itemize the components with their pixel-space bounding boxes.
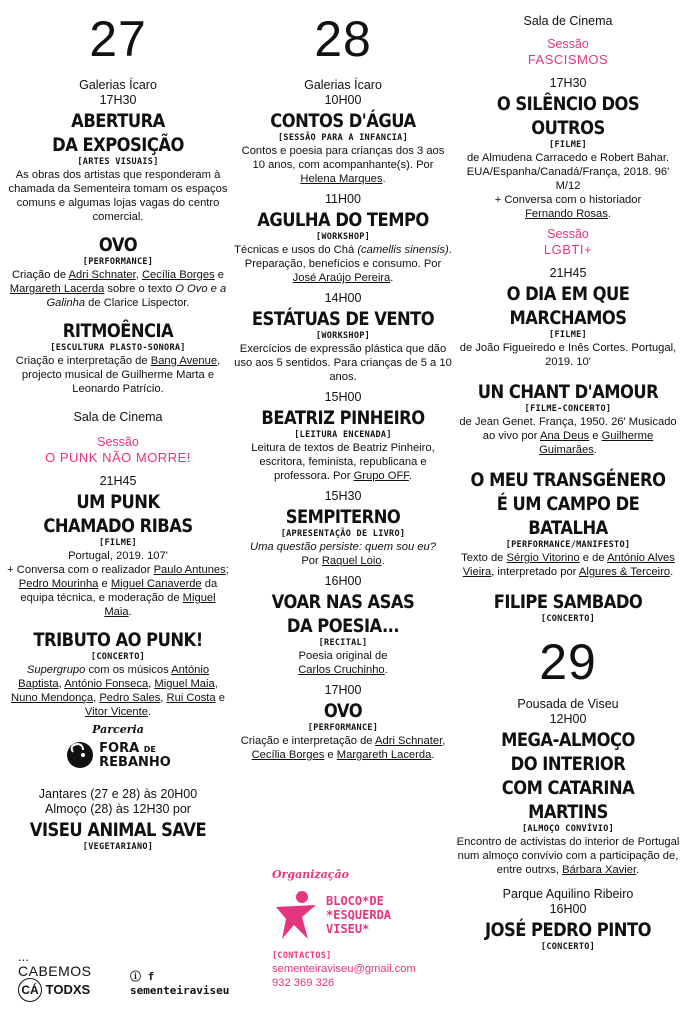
event-description: Criação de Adri Schnater, Cecília Borges e Margareth Lacerda sobre o texto O Ovo e a Galinha de Clarice Lispector.	[9, 269, 227, 309]
person-link[interactable]: Paulo Antunes	[153, 564, 226, 576]
event-title: ABERTURA DA EXPOSIÇÃO	[52, 110, 184, 156]
venue-label: Sala de Cinema	[73, 410, 163, 424]
column-day-28	[234, 0, 452, 762]
event-description: Exercícios de expressão plástica que dão uso aos 5 sentidos. Para crianças de 5 a 10 anos.	[234, 343, 452, 383]
venue-label: Sala de Cinema	[523, 14, 613, 28]
event-description: Portugal, 2019. 107' + Conversa com o realizador Paulo Antunes; Pedro Mourinha e Miguel Canaverde da equipa técnica, e moderação de Miguel Maia.	[7, 550, 229, 618]
meals-info: Almoço (28) às 12H30 por	[45, 802, 191, 816]
event-tag: [PERFORMANCE]	[307, 723, 379, 733]
musician-link[interactable]: António Baptista	[18, 664, 210, 690]
person-link[interactable]: Miguel Canaverde	[110, 578, 202, 590]
person-link[interactable]: Sérgio Vitorino	[506, 552, 580, 564]
session-name: LGBTI+	[543, 242, 593, 257]
bloco-logo: BLOCO*DE *ESQUERDA VISEU*	[272, 889, 452, 941]
session-label: Sessão	[547, 37, 589, 51]
partner-label: Parceria	[92, 723, 144, 736]
phone-number[interactable]: 932 369 326	[272, 977, 335, 989]
day-number: 29	[539, 634, 597, 690]
star-figure-icon	[272, 889, 320, 941]
event-tag: [CONCERTO]	[90, 652, 146, 662]
event-description: Encontro de activistas do interior de Portugal num almoço convívio com a participação de, entre outrxs, Bárbara Xavier.	[456, 836, 680, 876]
event-tag: [FILME-CONCERTO]	[524, 404, 612, 414]
column-day-27	[6, 0, 230, 853]
event-time: 16H00	[324, 574, 362, 588]
event-tag: [APRESENTAÇÃO DE LIVRO]	[280, 529, 406, 539]
person-link[interactable]: Algures & Terceiro	[578, 566, 671, 578]
partner-block	[6, 723, 230, 777]
event-tag: [WORKSHOP]	[315, 232, 371, 242]
instagram-facebook-icon: ⓘ f	[130, 970, 155, 983]
event-description: Uma questão persiste: quem sou eu? Por Raquel Loio.	[250, 541, 436, 567]
event-tag: [ALMOÇO CONVÍVIO]	[521, 824, 615, 834]
event-time: 15H30	[324, 489, 362, 503]
event-title: TRIBUTO AO PUNK!	[33, 629, 203, 651]
artist-link[interactable]: Cecília Borges	[141, 269, 215, 281]
event-time: 21H45	[549, 266, 587, 280]
event-time: 10H00	[324, 93, 362, 107]
event-title: JOSÉ PEDRO PINTO	[485, 919, 651, 941]
musician-link[interactable]: Guilherme Guimarães	[539, 430, 654, 456]
group-link[interactable]: Grupo OFF	[353, 470, 409, 482]
event-description: As obras dos artistas que responderam à chamada da Sementeira tomam os espaços comuns e algumas lojas vagas do centro comercial.	[8, 169, 228, 223]
venue-label: Pousada de Viseu	[517, 697, 619, 711]
event-description: Texto de Sérgio Vitorino e de António Alves Vieira, interpretado por Algures & Terceiro.	[461, 552, 675, 578]
artist-link[interactable]: Adri Schnater	[375, 735, 443, 747]
event-tag: [CONCERTO]	[540, 614, 596, 624]
person-link[interactable]: Carlos Cruchinho	[298, 664, 385, 676]
cabemos-logo: ... CABEMOS CÁ TODXS	[18, 950, 92, 1002]
fora-de-rebanho-logo: FORA DE REBANHO	[65, 740, 171, 770]
column-day-28-cinema-29	[456, 0, 680, 953]
event-description: Contos e poesia para crianças dos 3 aos 10 anos, com acompanhante(s). Por Helena Marques.	[241, 145, 445, 185]
event-tag: [WORKSHOP]	[315, 331, 371, 341]
event-tag: [FILME]	[549, 330, 587, 340]
event-description: de João Figueiredo e Inês Cortes. Portugal, 2019. 10'	[459, 342, 677, 368]
person-link[interactable]: Pedro Mourinha	[18, 578, 99, 590]
event-time: 12H00	[549, 712, 587, 726]
person-link[interactable]: António Alves Vieira	[462, 552, 675, 578]
event-time: 17H30	[99, 93, 137, 107]
event-title: UM PUNK CHAMADO RIBAS	[43, 491, 193, 537]
person-link[interactable]: Raquel Loio	[321, 555, 382, 567]
event-description: Criação e interpretação de Bang Avenue, projecto musical de Guilherme Marta e Leonardo Patrício.	[15, 355, 221, 395]
person-link[interactable]: Miguel Maia	[104, 592, 216, 618]
day-number: 27	[89, 11, 147, 67]
event-time: 11H00	[325, 192, 361, 206]
musician-link[interactable]: Nuno Mendonça	[11, 692, 94, 704]
session-label: Sessão	[97, 435, 139, 449]
person-link[interactable]: José Araújo Pereira	[292, 272, 391, 284]
event-title: SEMPITERNO	[285, 506, 401, 528]
venue-label: Parque Aquilino Ribeiro	[502, 887, 634, 901]
caterer-title: VISEU ANIMAL SAVE	[29, 819, 207, 841]
organization-block	[272, 868, 452, 990]
venue-label: Galerias Ícaro	[304, 78, 382, 92]
event-time: 21H45	[99, 474, 137, 488]
email-link[interactable]: sementeiraviseu@gmail.com	[272, 963, 416, 975]
event-title: BEATRIZ PINHEIRO	[261, 407, 425, 429]
event-description: Leitura de textos de Beatriz Pinheiro, escritora, feminista, republicana e professora. Por Grupo OFF.	[251, 442, 435, 482]
event-title: VOAR NAS ASAS DA POESIA...	[271, 591, 415, 637]
event-title: CONTOS D'ÁGUA	[270, 110, 416, 132]
event-description: Poesia original de Carlos Cruchinho.	[298, 650, 388, 676]
ram-head-icon	[65, 740, 95, 770]
session-name: FASCISMOS	[527, 52, 609, 67]
session-name: O PUNK NÃO MORRE!	[45, 450, 191, 465]
contacts: [CONTACTOS] sementeiraviseu@gmail.com 932 369 326	[272, 951, 452, 990]
artist-link[interactable]: Margareth Lacerda	[9, 283, 105, 295]
event-title: FILIPE SAMBADO	[493, 591, 643, 613]
event-tag: [VEGETARIANO]	[82, 842, 154, 852]
musician-link[interactable]: Miguel Maia	[154, 678, 215, 690]
person-link[interactable]: Bárbara Xavier	[562, 864, 637, 876]
event-time: 14H00	[324, 291, 362, 305]
event-description: Supergrupo com os músicos António Baptista, António Fonseca, Miguel Maia, Nuno Mendonça, Pedro Sales, Rui Costa e Vitor Vicente.	[11, 664, 225, 718]
event-title: OVO	[98, 234, 138, 256]
event-tag: [CONCERTO]	[540, 942, 596, 952]
event-description: de Almudena Carracedo e Robert Bahar. EUA/Espanha/Canadá/França, 2018. 96' M/12 + Conversa com o historiador Fernando Rosas.	[466, 152, 670, 220]
footer-slogan	[18, 950, 228, 1020]
event-description: de Jean Genet. França, 1950. 26' Musicado ao vivo por Ana Deus e Guilherme Guimarães.	[459, 416, 677, 456]
person-link[interactable]: Fernando Rosas	[525, 208, 608, 220]
artist-link[interactable]: Bang Avenue	[150, 355, 218, 367]
session-label: Sessão	[547, 227, 589, 241]
venue-label: Galerias Ícaro	[79, 78, 157, 92]
meals-info: Jantares (27 e 28) às 20H00	[38, 787, 198, 801]
artist-link[interactable]: Adri Schnater	[68, 269, 136, 281]
event-tag: [PERFORMANCE]	[82, 257, 154, 267]
event-tag: [FILME]	[99, 538, 137, 548]
event-description: Técnicas e usos do Chá (camellis sinensis). Preparação, benefícios e consumo. Por José Araújo Pereira.	[234, 244, 452, 284]
event-title: MEGA-ALMOÇO DO INTERIOR COM CATARINA MARTINS	[501, 729, 635, 823]
event-time: 17H00	[324, 683, 362, 697]
org-label: Organização	[272, 868, 349, 881]
artist-link[interactable]: Cecília Borges	[251, 749, 325, 761]
event-title: OVO	[323, 700, 363, 722]
musician-link[interactable]: Rui Costa	[166, 692, 216, 704]
event-tag: [ARTES VISUAIS]	[77, 157, 159, 167]
event-time: 15H00	[324, 390, 362, 404]
event-tag: [PERFORMANCE/MANIFESTO]	[505, 540, 631, 550]
event-title: ESTÁTUAS DE VENTO	[251, 308, 435, 330]
event-title: O SILÊNCIO DOS OUTROS	[496, 93, 640, 139]
musician-link[interactable]: Vitor Vicente	[84, 706, 148, 718]
social-handle[interactable]: ⓘ f sementeiraviseu	[130, 970, 230, 997]
event-tag: [LEITURA ENCENADA]	[294, 430, 392, 440]
event-title: O DIA EM QUE MARCHAMOS	[506, 283, 630, 329]
event-tag: [FILME]	[549, 140, 587, 150]
artist-link[interactable]: Margareth Lacerda	[336, 749, 432, 761]
event-title: RITMOÊNCIA	[62, 320, 174, 342]
day-number: 28	[314, 11, 372, 67]
event-title: AGULHA DO TEMPO	[257, 209, 429, 231]
musician-link[interactable]: Ana Deus	[540, 430, 590, 442]
event-tag: [SESSÃO PARA A INFANCIA]	[277, 133, 409, 143]
event-description: Criação e interpretação de Adri Schnater, Cecília Borges e Margareth Lacerda.	[240, 735, 446, 761]
event-tag: [ESCULTURA PLASTO-SONORA]	[50, 343, 186, 353]
person-link[interactable]: Helena Marques	[300, 173, 383, 185]
event-title: UN CHANT D'AMOUR	[477, 381, 659, 403]
event-time: 16H00	[549, 902, 587, 916]
event-title: O MEU TRANSGÉNERO É UM CAMPO DE BATALHA	[470, 469, 666, 539]
musician-link[interactable]: Pedro Sales	[99, 692, 161, 704]
musician-link[interactable]: António Fonseca	[64, 678, 149, 690]
event-time: 17H30	[549, 76, 587, 90]
event-tag: [RECITAL]	[318, 638, 368, 648]
